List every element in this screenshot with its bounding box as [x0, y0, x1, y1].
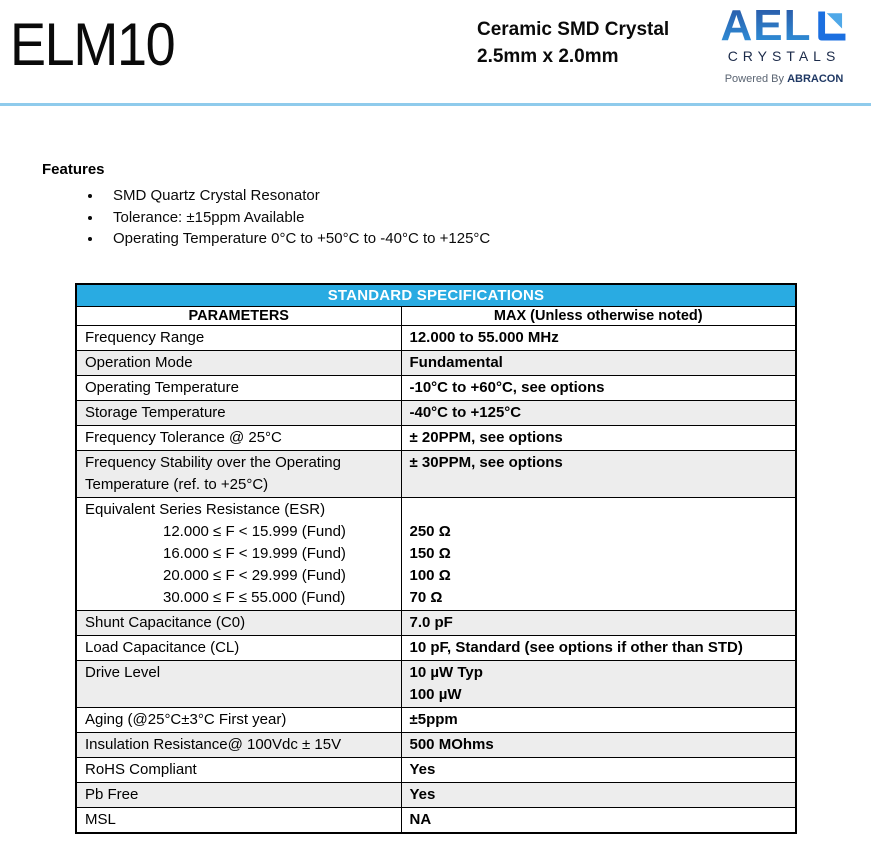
product-title	[477, 16, 669, 70]
company-logo	[709, 1, 859, 86]
parameter-cell	[76, 707, 401, 732]
parameter-line: Equivalent Series Resistance (ESR)	[85, 500, 326, 518]
value-cell	[401, 425, 796, 450]
table-row	[76, 635, 796, 660]
features-section	[42, 161, 871, 250]
table-row	[76, 757, 796, 782]
value-cell	[401, 325, 796, 350]
table-row	[76, 425, 796, 450]
parameter-cell	[76, 400, 401, 425]
parameter-cell	[76, 732, 401, 757]
value-line: 100 Ω	[409, 566, 451, 584]
table-row	[76, 782, 796, 807]
table-row	[76, 350, 796, 375]
value-line: -10°C to +60°C, see options	[409, 378, 605, 396]
parameter-cell	[76, 497, 401, 610]
value-line: 10 pF, Standard (see options if other than STD)	[409, 638, 743, 656]
value-line: -40°C to +125°C	[409, 403, 522, 421]
table-row	[76, 400, 796, 425]
powered-by-brand: ABRACON	[787, 73, 844, 86]
parameter-cell	[76, 375, 401, 400]
logo-brand-text: AEL	[720, 1, 812, 50]
parameter-cell	[76, 635, 401, 660]
value-line: Yes	[409, 760, 436, 778]
parameter-line: Shunt Capacitance (C0)	[85, 613, 246, 631]
value-line: 12.000 to 55.000 MHz	[409, 328, 559, 346]
col-header-max: MAX (Unless otherwise noted)	[401, 306, 796, 325]
parameter-line: Drive Level	[85, 663, 161, 681]
col-header-parameters: PARAMETERS	[76, 306, 401, 325]
standard-specifications-table	[75, 283, 797, 834]
value-cell	[401, 782, 796, 807]
product-title-line2: 2.5mm x 2.0mm	[477, 46, 619, 67]
value-line: ± 30PPM, see options	[409, 453, 563, 471]
table-row	[76, 497, 796, 610]
feature-item: • SMD Quartz Crystal Resonator	[103, 185, 871, 207]
parameter-line: Load Capacitance (CL)	[85, 638, 240, 656]
value-cell	[401, 450, 796, 497]
value-cell	[401, 660, 796, 707]
parameter-line: Aging (@25°C±3°C First year)	[85, 710, 287, 728]
parameter-line: Frequency Stability over the Operating	[85, 453, 341, 471]
value-cell	[401, 497, 796, 610]
value-cell	[401, 375, 796, 400]
parameter-line: Operating Temperature	[85, 378, 239, 396]
features-heading: Features	[42, 161, 105, 178]
table-row	[76, 660, 796, 707]
table-row	[76, 375, 796, 400]
value-line: ± 20PPM, see options	[409, 428, 563, 446]
parameter-line: 20.000 ≤ F < 29.999 (Fund)	[163, 566, 346, 584]
parameter-cell	[76, 757, 401, 782]
value-line: 7.0 pF	[409, 613, 453, 631]
table-row	[76, 610, 796, 635]
parameter-cell	[76, 350, 401, 375]
header-divider-line	[0, 103, 871, 106]
features-list	[103, 185, 871, 250]
value-cell	[401, 635, 796, 660]
parameter-cell	[76, 450, 401, 497]
value-cell	[401, 400, 796, 425]
value-line: Fundamental	[409, 353, 503, 371]
value-line	[410, 499, 788, 521]
table-row	[76, 707, 796, 732]
feature-item: • Operating Temperature 0°C to +50°C to -40°C to +125°C	[103, 228, 871, 250]
value-cell	[401, 350, 796, 375]
parameter-line: Temperature (ref. to +25°C)	[85, 475, 269, 493]
value-cell	[401, 707, 796, 732]
parameter-line: MSL	[85, 810, 116, 828]
powered-by-prefix: Powered By	[724, 73, 788, 86]
value-line: 250 Ω	[409, 522, 451, 540]
value-line: 100 µW	[409, 685, 462, 703]
product-title-line1: Ceramic SMD Crystal	[477, 19, 670, 40]
parameter-line: Storage Temperature	[85, 403, 226, 421]
parameter-cell	[76, 660, 401, 707]
value-cell	[401, 732, 796, 757]
logo-sub-brand: CRYSTALS	[727, 48, 841, 65]
value-line: 150 Ω	[409, 544, 451, 562]
table-row	[76, 732, 796, 757]
page-title: ELM10	[10, 11, 175, 78]
parameter-line: Frequency Range	[85, 328, 205, 346]
parameter-line: Insulation Resistance@ 100Vdc ± 15V	[85, 735, 342, 753]
value-line: Yes	[409, 785, 436, 803]
parameter-line: 16.000 ≤ F < 19.999 (Fund)	[163, 544, 346, 562]
value-line: 10 µW Typ	[409, 663, 483, 681]
value-line: NA	[409, 810, 432, 828]
spec-table-title: STANDARD SPECIFICATIONS	[76, 284, 796, 307]
powered-by-line	[709, 73, 859, 85]
parameter-cell	[76, 807, 401, 833]
value-line: ±5ppm	[409, 710, 458, 728]
table-row	[76, 807, 796, 833]
parameter-line: RoHS Compliant	[85, 760, 197, 778]
logo-corner-icon	[814, 8, 848, 44]
spec-table-section	[75, 283, 871, 834]
table-row	[76, 325, 796, 350]
parameter-line: 12.000 ≤ F < 15.999 (Fund)	[163, 522, 346, 540]
value-line: 70 Ω	[409, 588, 443, 606]
parameter-cell	[76, 782, 401, 807]
value-cell	[401, 610, 796, 635]
value-line: 500 MOhms	[409, 735, 494, 753]
value-cell	[401, 807, 796, 833]
parameter-cell	[76, 425, 401, 450]
parameter-line: 30.000 ≤ F ≤ 55.000 (Fund)	[163, 588, 346, 606]
document-header	[0, 0, 871, 103]
parameter-line: Operation Mode	[85, 353, 193, 371]
parameter-cell	[76, 610, 401, 635]
table-row	[76, 450, 796, 497]
feature-item: • Tolerance: ±15ppm Available	[103, 207, 871, 229]
parameter-line: Frequency Tolerance @ 25°C	[85, 428, 282, 446]
parameter-line: Pb Free	[85, 785, 139, 803]
parameter-cell	[76, 325, 401, 350]
value-cell	[401, 757, 796, 782]
